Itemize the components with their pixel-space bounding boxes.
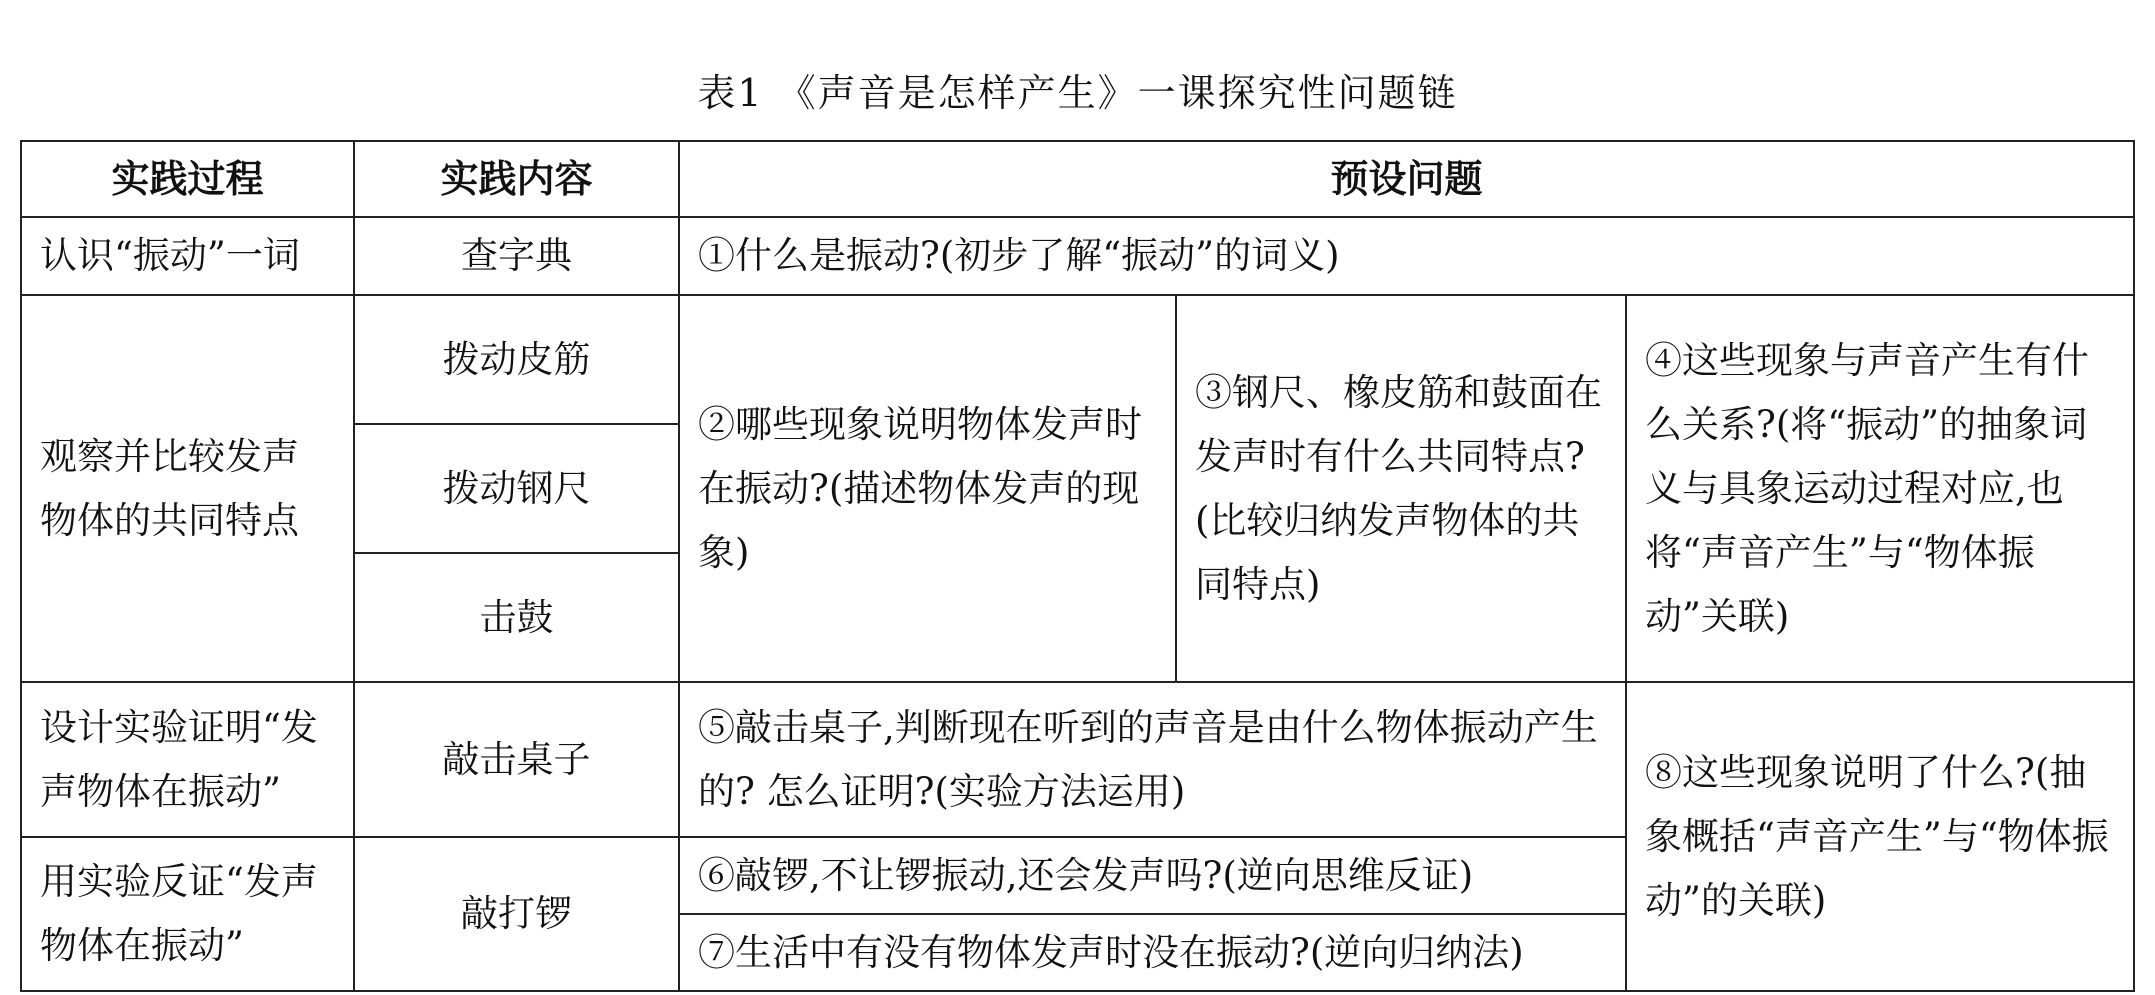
question-cell: ⑦生活中有没有物体发声时没在振动?(逆向归纳法) bbox=[679, 914, 1626, 991]
table-row bbox=[21, 217, 2134, 295]
content-cell: 击鼓 bbox=[354, 553, 679, 682]
content-cell: 拨动钢尺 bbox=[354, 424, 679, 553]
question-cell: ④这些现象与声音产生有什么关系?(将“振动”的抽象词义与具象运动过程对应,也将“声音产生”与“物体振动”关联) bbox=[1626, 295, 2134, 682]
header-preset-questions: 预设问题 bbox=[679, 141, 2134, 217]
process-cell: 设计实验证明“发声物体在振动” bbox=[21, 682, 354, 837]
table-caption: 表1 《声音是怎样产生》一课探究性问题链 bbox=[697, 71, 1458, 115]
process-cell: 用实验反证“发声物体在振动” bbox=[21, 837, 354, 991]
table-row bbox=[21, 682, 2134, 837]
content-cell: 查字典 bbox=[354, 217, 679, 295]
process-cell: 观察并比较发声物体的共同特点 bbox=[21, 295, 354, 682]
question-cell: ⑧这些现象说明了什么?(抽象概括“声音产生”与“物体振动”的关联) bbox=[1626, 682, 2134, 991]
question-cell: ⑤敲击桌子,判断现在听到的声音是由什么物体振动产生的? 怎么证明?(实验方法运用) bbox=[679, 682, 1626, 837]
content-cell: 敲打锣 bbox=[354, 837, 679, 991]
header-row bbox=[21, 141, 2134, 217]
question-cell: ①什么是振动?(初步了解“振动”的词义) bbox=[679, 217, 2134, 295]
header-practice-content: 实践内容 bbox=[354, 141, 679, 217]
header-practice-process: 实践过程 bbox=[21, 141, 354, 217]
inquiry-question-chain-table bbox=[20, 140, 2135, 992]
content-cell: 拨动皮筋 bbox=[354, 295, 679, 424]
question-cell: ⑥敲锣,不让锣振动,还会发声吗?(逆向思维反证) bbox=[679, 837, 1626, 914]
question-cell: ③钢尺、橡皮筋和鼓面在发声时有什么共同特点?(比较归纳发声物体的共同特点) bbox=[1176, 295, 1626, 682]
content-cell: 敲击桌子 bbox=[354, 682, 679, 837]
table-row bbox=[21, 295, 2134, 424]
question-cell: ②哪些现象说明物体发声时在振动?(描述物体发声的现象) bbox=[679, 295, 1176, 682]
process-cell: 认识“振动”一词 bbox=[21, 217, 354, 295]
